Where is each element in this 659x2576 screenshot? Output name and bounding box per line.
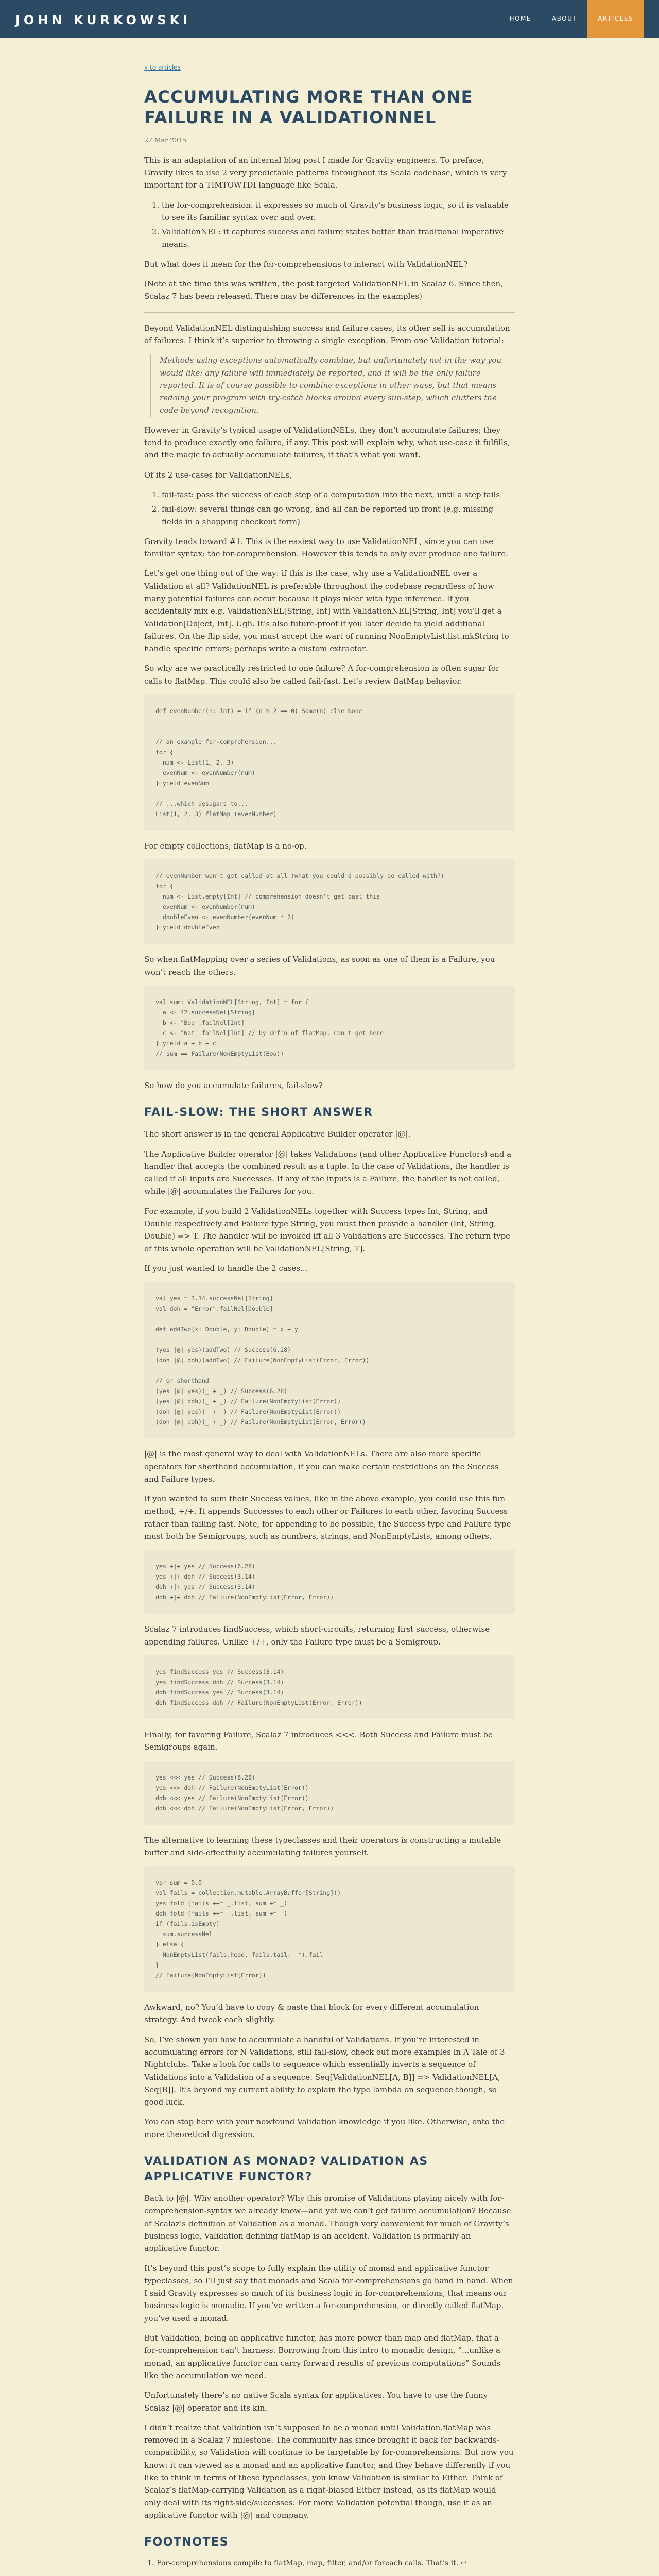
article-container (144, 38, 515, 2576)
paragraph: For example, if you build 2 ValidationNELs together with Success types Int, String, and Double respectively and Failure type String, you must then provide a handler (Int, String, Double) => T. The handler will be invoked iff all 3 Validations are Successes. The return type of this whole operation will be ValidationNEL[String, T]. (144, 1206, 511, 1253)
nav-home[interactable]: HOME (509, 15, 531, 23)
paragraph: For empty collections, flatMap is a no-op. (144, 841, 307, 851)
footnotes (144, 2557, 515, 2576)
site-header (0, 0, 659, 38)
paragraph: The Applicative Builder operator |@| takes Validations (and other Applicative Functors) and a handler that accepts the combined result as a tuple. In the case of Validations, the handler is called if all inputs are Successes. If any of the inputs is a Failure, the handler is not called, while |@| accumulates the Failures for you. (144, 1149, 512, 1196)
site-logo[interactable]: JOHN KURKOWSKI (15, 13, 192, 27)
code-block: var sum = 0.0 val fails = collection.mutable.ArrayBuffer[String]() yes fold (fails ++= _.list, sum += _) doh fold (fails ++= _.list, sum += _) if (fails.isEmpty) sum.successNel } else { NonEmptyList(fails.head, fails.tail: _*).fail } // Failure(NonEmptyList(Error)) (144, 1866, 515, 1992)
paragraph: The alternative to learning these typeclasses and their operators is constructing a mutable buffer and side-effectfully accumulating failures yourself. (144, 1835, 501, 1857)
paragraph: Back to |@|. Why another operator? Why this promise of Validations playing nicely with for-comprehension-syntax we already know—and yet we can’t get failure accumulation? Because of Scalaz’s definition of Validation as a monad. Though very convenient for much of Gravity’s business logic, Validation defining flatMap is an accident. Validation is primarily an applicative functor. (144, 2194, 511, 2253)
article-date: 27 Mar 2015 (144, 136, 186, 144)
paragraph: So how do you accumulate failures, fail-slow? (144, 1080, 323, 1090)
paragraph: |@| is the most general way to deal with ValidationNELs. There are also more specific operators for shorthand accumulation, if you can make certain restrictions on the Success and Failure types. (144, 1449, 499, 1484)
main-nav (499, 0, 644, 38)
list-item: 1. fail-fast: pass the success of each step of a computation into the next, until a step fails (162, 488, 515, 501)
paragraph: But what does it mean for the for-comprehensions to interact with ValidationNEL? (144, 259, 468, 269)
paragraph: So why are we practically restricted to one failure? A for-comprehension is often sugar for calls to flatMap. This could also be called fail-fast. Let’s review flatMap behavior. (144, 664, 500, 686)
code-block: // evenNumber won't get called at all (what you could'd possibly be called with?) for { num <- List.empty[Int] // comprehension doesn't get past this evenNum <- evenNumber(num) doubleEven <- evenNumber(evenNum * 2) } yield doubleEven (144, 859, 515, 944)
paragraph: (Note at the time this was written, the post targeted ValidationNEL in Scalaz 6. Since then, Scalaz 7 has been released. There may be differences in the examples) (144, 279, 503, 301)
paragraph: But Validation, being an applicative functor, has more power than map and flatMap, that a for-comprehension can’t harness. Borrowing from this intro to monadic design, “...unlike a monad, an applicative functor can carry forward results of previous computations” Sounds like the accumulation we need. (144, 2333, 501, 2380)
paragraph: You can stop here with your newfound Validation knowledge if you like. Otherwise, onto the more theoretical digression. (144, 2117, 505, 2139)
paragraph: The short answer is in the general Applicative Builder operator |@|. (144, 1129, 411, 1139)
paragraph: Let’s get one thing out of the way: if this is the case, why use a ValidationNEL over a Validation at all? ValidationNEL is preferable throughout the codebase regardless of how many potential failures can occur because it plays nicer with type inference. If you accidentally mix e.g. ValidationNEL[String, Int] with ValidationNEL[String, Int] you’ll get a Validation[Object, Int]. Ugh. It’s also future-proof if you later decide to yield additional failures. On the flip side, you must accept the wart of running NonEmptyList.list.mkString to handle specific errors; perhaps write a custom extractor. (144, 569, 509, 654)
divider (144, 312, 515, 313)
section-heading-footnotes: FOOTNOTES (144, 2536, 229, 2549)
paragraph: Scalaz 7 introduces findSuccess, which short-circuits, returning first success, otherwise appending failures. Unlike +/+, only the Failure type must be a Semigroup. (144, 1624, 490, 1647)
paragraph: Beyond ValidationNEL distinguishing success and failure cases, its other sell is accumulation of failures. I think it’s superior to throwing a single exception. From one Validation tutorial: (144, 323, 510, 345)
list-item: 2. ValidationNEL: it captures success and failure states better than traditional imperative means. (162, 226, 515, 251)
section-heading-monad: VALIDATION AS MONAD? VALIDATION AS APPLICATIVE FUNCTOR? (144, 2155, 428, 2184)
paragraph: So, I’ve shown you how to accumulate a handful of Validations. If you’re interested in accumulating errors for N Validations, still fail-slow, check out more examples in A Tale of 3 Nightclubs. Take a look for calls to sequence which essentially inverts a sequence of Validations into a Validation of a sequence: Seq[ValidationNEL[A, B]] => ValidationNEL[A, Seq[B]]. It’s beyond my current ability to explain the type lambda on sequence though, so good luck. (144, 2035, 505, 2107)
code-block: val yes = 3.14.successNel[String] val doh = "Error".failNel[Double] def addTwo(x: Double, y: Double) = x + y (yes |@| yes)(addTwo) // Success(6.28) (doh |@| doh)(addTwo) // Failure(NonEmptyList(Error, Error)) // or shorthand (yes |@| yes)(_ + _) // Success(6.28) (yes |@| doh)(_ + _) // Failure(NonEmptyList(Error)) (doh |@| yes)(_ + _) // Failure(NonEmptyList(Error)) (doh |@| doh)(_ + _) // Failure(NonEmptyList(Error, Error)) (144, 1282, 515, 1438)
section-heading-failslow: FAIL-SLOW: THE SHORT ANSWER (144, 1106, 373, 1120)
nav-about[interactable]: ABOUT (551, 15, 578, 23)
footnote-item: 1. For-comprehensions compile to flatMap, map, filter, and/or foreach calls. That’s it. ↩ (157, 2557, 515, 2569)
paragraph: Finally, for favoring Failure, Scalaz 7 introduces <<<. Both Success and Failure must be Semigroups again. (144, 1730, 493, 1752)
paragraph: So when flatMapping over a series of Validations, as soon as one of them is a Failure, you won’t reach the others. (144, 955, 495, 977)
quote-block: Methods using exceptions automatically combine, but unfortunately not in the way you would like: any failure will immediately be reported, and it will be the only failure reported. It is of course possible to combine exceptions in other ways, but that means redoing your program with try-catch blocks around every sub-step, which clutters the code beyond recognition. (150, 354, 515, 416)
paragraph: It’s beyond this post’s scope to fully explain the utility of monad and applicative functor typeclasses, so I’ll just say that monads and Scala for-comprehensions go hand in hand. When I said Gravity expresses so much of its business logic in for-comprehensions, that means our business logic is monadic. If you’ve written a for-comprehension, or directly called flatMap, you’ve used a monad. (144, 2263, 513, 2323)
code-block: val sum: ValidationNEL[String, Int] = for { a <- 42.successNel[String] b <- "Boo".failNel[Int] c <- "Wat".failNel[Int] // by def'n of flatMap, can't get here } yield a + b + c // sum == Failure(NonEmptyList(Boo)) (144, 986, 515, 1070)
back-to-articles-link[interactable]: « to articles (144, 63, 181, 73)
code-block: yes <<< yes // Success(6.28) yes <<< doh // Failure(NonEmptyList(Error)) doh <<< yes // Failure(NonEmptyList(Error)) doh <<< doh // Failure(NonEmptyList(Error, Error)) (144, 1761, 515, 1825)
paragraph: Of its 2 use-cases for ValidationNELs, (144, 470, 292, 480)
nav-articles[interactable]: ARTICLES (587, 0, 644, 38)
code-block: yes findSuccess yes // Success(3.14) yes findSuccess doh // Success(3.14) doh findSuccess yes // Success(3.14) doh findSuccess doh // Failure(NonEmptyList(Error, Error)) (144, 1655, 515, 1719)
paragraph: Gravity tends toward #1. This is the easiest way to use ValidationNEL, since you can use familiar syntax: the for-comprehension. However this tends to only ever produce one failure. (144, 536, 508, 559)
paragraph: However in Gravity’s typical usage of ValidationNELs, they don’t accumulate failures; they tend to produce exactly one failure, if any. This post will explain why, what use-case it fulfills, and the magic to actually accumulate failures, if that’s what you want. (144, 425, 510, 460)
paragraph: If you wanted to sum their Success values, like in the above example, you could use this fun method, +/+. It appends Successes to each other or Failures to each other, favoring Success rather than failing fast. Note, for appending to be possible, the Success type and Failure type must both be Semigroups, such as numbers, strings, and NonEmptyLists, among others. (144, 1494, 511, 1541)
list-item: 1. the for-comprehension: it expresses so much of Gravity’s business logic, so it is valuable to see its familiar syntax over and over. (162, 199, 515, 224)
code-block: yes +|+ yes // Success(6.28) yes +|+ doh // Success(3.14) doh +|+ yes // Success(3.14) doh +|+ doh // Failure(NonEmptyList(Error, Error)) (144, 1550, 515, 1614)
intro-paragraph: This is an adaptation of an internal blog post I made for Gravity engineers. To preface, Gravity likes to use 2 very predictable patterns throughout its Scala codebase, which is very important for a TIMTOWTDI language like Scala. (144, 155, 507, 190)
list-item: 2. fail-slow: several things can go wrong, and all can be reported up front (e.g. missing fields in a shopping checkout form) (162, 503, 515, 528)
article-title: ACCUMULATING MORE THAN ONE FAILURE IN A VALIDATIONNEL (144, 87, 473, 128)
paragraph: I didn’t realize that Validation isn’t supposed to be a monad until Validation.flatMap was removed in a Scalaz 7 milestone. The community has since brought it back for backwards-compatibility, so Validation will continue to be targetable by for-comprehensions. But now you know: it can viewed as a monad and an applicative functor, and they behave differently if you like to think in terms of these typeclasses, you know Validation is similar to Either. Think of Scalaz’s flatMap-carrying Validation as a right-biased Either instead, as its flatMap would only deal with its right-side/successes. For more Validation potential though, use it as an applicative functor with |@| and company. (144, 2422, 514, 2520)
code-block: def evenNumber(n: Int) = if (n % 2 == 0) Some(n) else None // an example for-comprehension... for { num <- List(1, 2, 3) evenNum <- evenNumber(num) } yield evenNum // ...which desugars to... List(1, 2, 3) flatMap (evenNumber) (144, 694, 515, 831)
paragraph: If you just wanted to handle the 2 cases... (144, 1263, 308, 1273)
usecase-list (162, 488, 515, 528)
pattern-list (162, 199, 515, 251)
paragraph: Awkward, no? You’d have to copy & paste that block for every different accumulation strategy. And tweak each slightly. (144, 2003, 479, 2025)
paragraph: Unfortunately there’s no native Scala syntax for applicatives. You have to use the funny Scalaz |@| operator and its kin. (144, 2391, 488, 2413)
